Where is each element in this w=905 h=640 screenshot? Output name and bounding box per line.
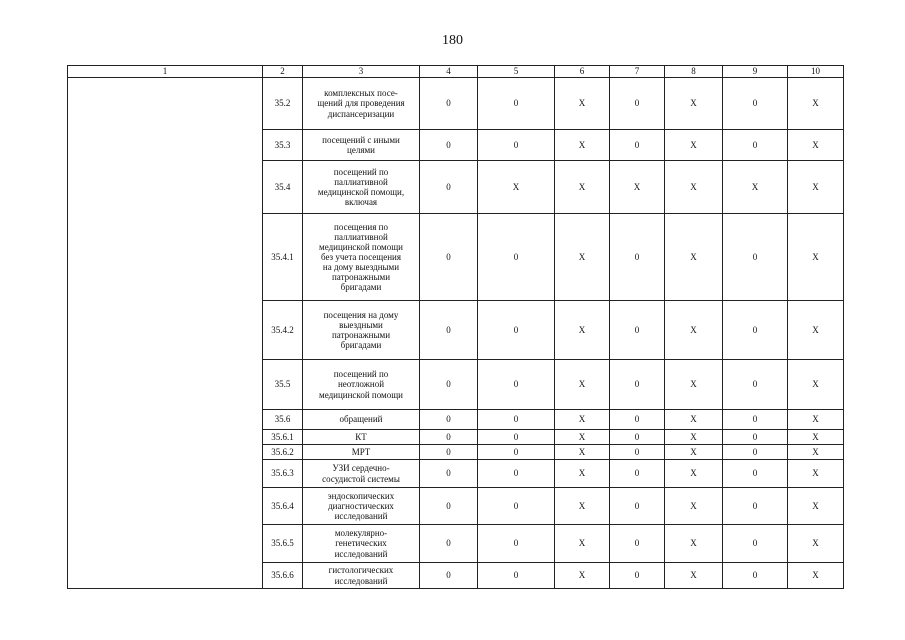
row-description-cell: посещений по паллиативной медицинской помощи, включая [303,161,420,214]
value-cell-col-6: X [555,563,610,589]
column-header: 10 [788,66,844,78]
row-description-cell: посещения по паллиативной медицинской помощи без учета посещения на дому выездными патронажными бригадами [303,214,420,301]
value-cell-col-7: 0 [610,130,665,161]
data-table [67,65,844,589]
value-cell-col-9: 0 [723,525,788,563]
value-cell-col-5: 0 [478,301,555,360]
row-code-cell: 35.6.4 [263,488,303,525]
value-cell-col-8: X [665,360,723,410]
value-cell-col-9: 0 [723,360,788,410]
column-1-cell [68,78,263,589]
value-cell-col-7: 0 [610,460,665,488]
value-cell-col-10: X [788,301,844,360]
value-cell-col-6: X [555,360,610,410]
value-cell-col-6: X [555,130,610,161]
row-description-cell: эндоскопических диагностических исследований [303,488,420,525]
row-description-cell: посещений по неотложной медицинской помощи [303,360,420,410]
column-header: 7 [610,66,665,78]
row-code-cell: 35.4.1 [263,214,303,301]
value-cell-col-8: X [665,488,723,525]
column-header: 8 [665,66,723,78]
value-cell-col-5: 0 [478,360,555,410]
value-cell-col-10: X [788,360,844,410]
value-cell-col-4: 0 [420,78,478,130]
value-cell-col-5: 0 [478,563,555,589]
value-cell-col-4: 0 [420,410,478,430]
value-cell-col-7: 0 [610,78,665,130]
value-cell-col-6: X [555,460,610,488]
value-cell-col-7: 0 [610,301,665,360]
value-cell-col-7: 0 [610,488,665,525]
value-cell-col-4: 0 [420,563,478,589]
value-cell-col-4: 0 [420,214,478,301]
value-cell-col-10: X [788,214,844,301]
value-cell-col-10: X [788,488,844,525]
value-cell-col-4: 0 [420,525,478,563]
value-cell-col-5: 0 [478,410,555,430]
value-cell-col-6: X [555,78,610,130]
value-cell-col-5: 0 [478,78,555,130]
value-cell-col-7: 0 [610,563,665,589]
value-cell-col-6: X [555,488,610,525]
column-header-row [68,66,844,78]
column-header: 9 [723,66,788,78]
row-description-cell: гистологических исследований [303,563,420,589]
value-cell-col-4: 0 [420,460,478,488]
column-header: 4 [420,66,478,78]
value-cell-col-6: X [555,301,610,360]
row-code-cell: 35.6.3 [263,460,303,488]
row-code-cell: 35.2 [263,78,303,130]
value-cell-col-9: 0 [723,445,788,460]
value-cell-col-9: X [723,161,788,214]
value-cell-col-9: 0 [723,488,788,525]
value-cell-col-8: X [665,563,723,589]
value-cell-col-10: X [788,130,844,161]
value-cell-col-5: 0 [478,525,555,563]
row-description-cell: посещений с иными целями [303,130,420,161]
value-cell-col-6: X [555,410,610,430]
value-cell-col-10: X [788,410,844,430]
value-cell-col-8: X [665,525,723,563]
value-cell-col-6: X [555,445,610,460]
row-description-cell: молекулярно- генетических исследований [303,525,420,563]
value-cell-col-4: 0 [420,445,478,460]
row-code-cell: 35.6.5 [263,525,303,563]
value-cell-col-4: 0 [420,430,478,445]
value-cell-col-6: X [555,161,610,214]
value-cell-col-8: X [665,445,723,460]
value-cell-col-9: 0 [723,563,788,589]
page-number: 180 [442,33,463,48]
value-cell-col-9: 0 [723,460,788,488]
value-cell-col-5: X [478,161,555,214]
row-code-cell: 35.4.2 [263,301,303,360]
value-cell-col-8: X [665,78,723,130]
value-cell-col-7: 0 [610,525,665,563]
value-cell-col-5: 0 [478,460,555,488]
value-cell-col-8: X [665,130,723,161]
value-cell-col-7: X [610,161,665,214]
value-cell-col-4: 0 [420,360,478,410]
value-cell-col-10: X [788,161,844,214]
value-cell-col-7: 0 [610,360,665,410]
value-cell-col-10: X [788,430,844,445]
row-code-cell: 35.6.6 [263,563,303,589]
value-cell-col-9: 0 [723,130,788,161]
value-cell-col-10: X [788,445,844,460]
value-cell-col-7: 0 [610,445,665,460]
row-description-cell: КТ [303,430,420,445]
row-description-cell: посещения на дому выездными патронажными бригадами [303,301,420,360]
value-cell-col-6: X [555,525,610,563]
row-code-cell: 35.4 [263,161,303,214]
value-cell-col-4: 0 [420,301,478,360]
column-header: 6 [555,66,610,78]
value-cell-col-7: 0 [610,410,665,430]
value-cell-col-5: 0 [478,430,555,445]
value-cell-col-8: X [665,214,723,301]
value-cell-col-8: X [665,430,723,445]
value-cell-col-8: X [665,161,723,214]
value-cell-col-9: 0 [723,430,788,445]
row-description-cell: комплексных посе- щений для проведения диспансеризации [303,78,420,130]
value-cell-col-7: 0 [610,214,665,301]
value-cell-col-5: 0 [478,214,555,301]
value-cell-col-10: X [788,563,844,589]
value-cell-col-9: 0 [723,78,788,130]
row-code-cell: 35.3 [263,130,303,161]
value-cell-col-7: 0 [610,430,665,445]
value-cell-col-9: 0 [723,410,788,430]
value-cell-col-4: 0 [420,488,478,525]
value-cell-col-5: 0 [478,445,555,460]
value-cell-col-5: 0 [478,130,555,161]
value-cell-col-4: 0 [420,161,478,214]
value-cell-col-5: 0 [478,488,555,525]
column-header: 5 [478,66,555,78]
value-cell-col-9: 0 [723,214,788,301]
column-header: 1 [68,66,263,78]
row-code-cell: 35.5 [263,360,303,410]
row-description-cell: обращений [303,410,420,430]
row-description-cell: УЗИ сердечно- сосудистой системы [303,460,420,488]
row-code-cell: 35.6 [263,410,303,430]
value-cell-col-10: X [788,525,844,563]
value-cell-col-6: X [555,430,610,445]
value-cell-col-10: X [788,78,844,130]
table-row [68,78,844,130]
value-cell-col-8: X [665,460,723,488]
value-cell-col-9: 0 [723,301,788,360]
column-header: 3 [303,66,420,78]
value-cell-col-8: X [665,301,723,360]
value-cell-col-8: X [665,410,723,430]
row-description-cell: МРТ [303,445,420,460]
value-cell-col-4: 0 [420,130,478,161]
value-cell-col-10: X [788,460,844,488]
value-cell-col-6: X [555,214,610,301]
row-code-cell: 35.6.1 [263,430,303,445]
column-header: 2 [263,66,303,78]
row-code-cell: 35.6.2 [263,445,303,460]
